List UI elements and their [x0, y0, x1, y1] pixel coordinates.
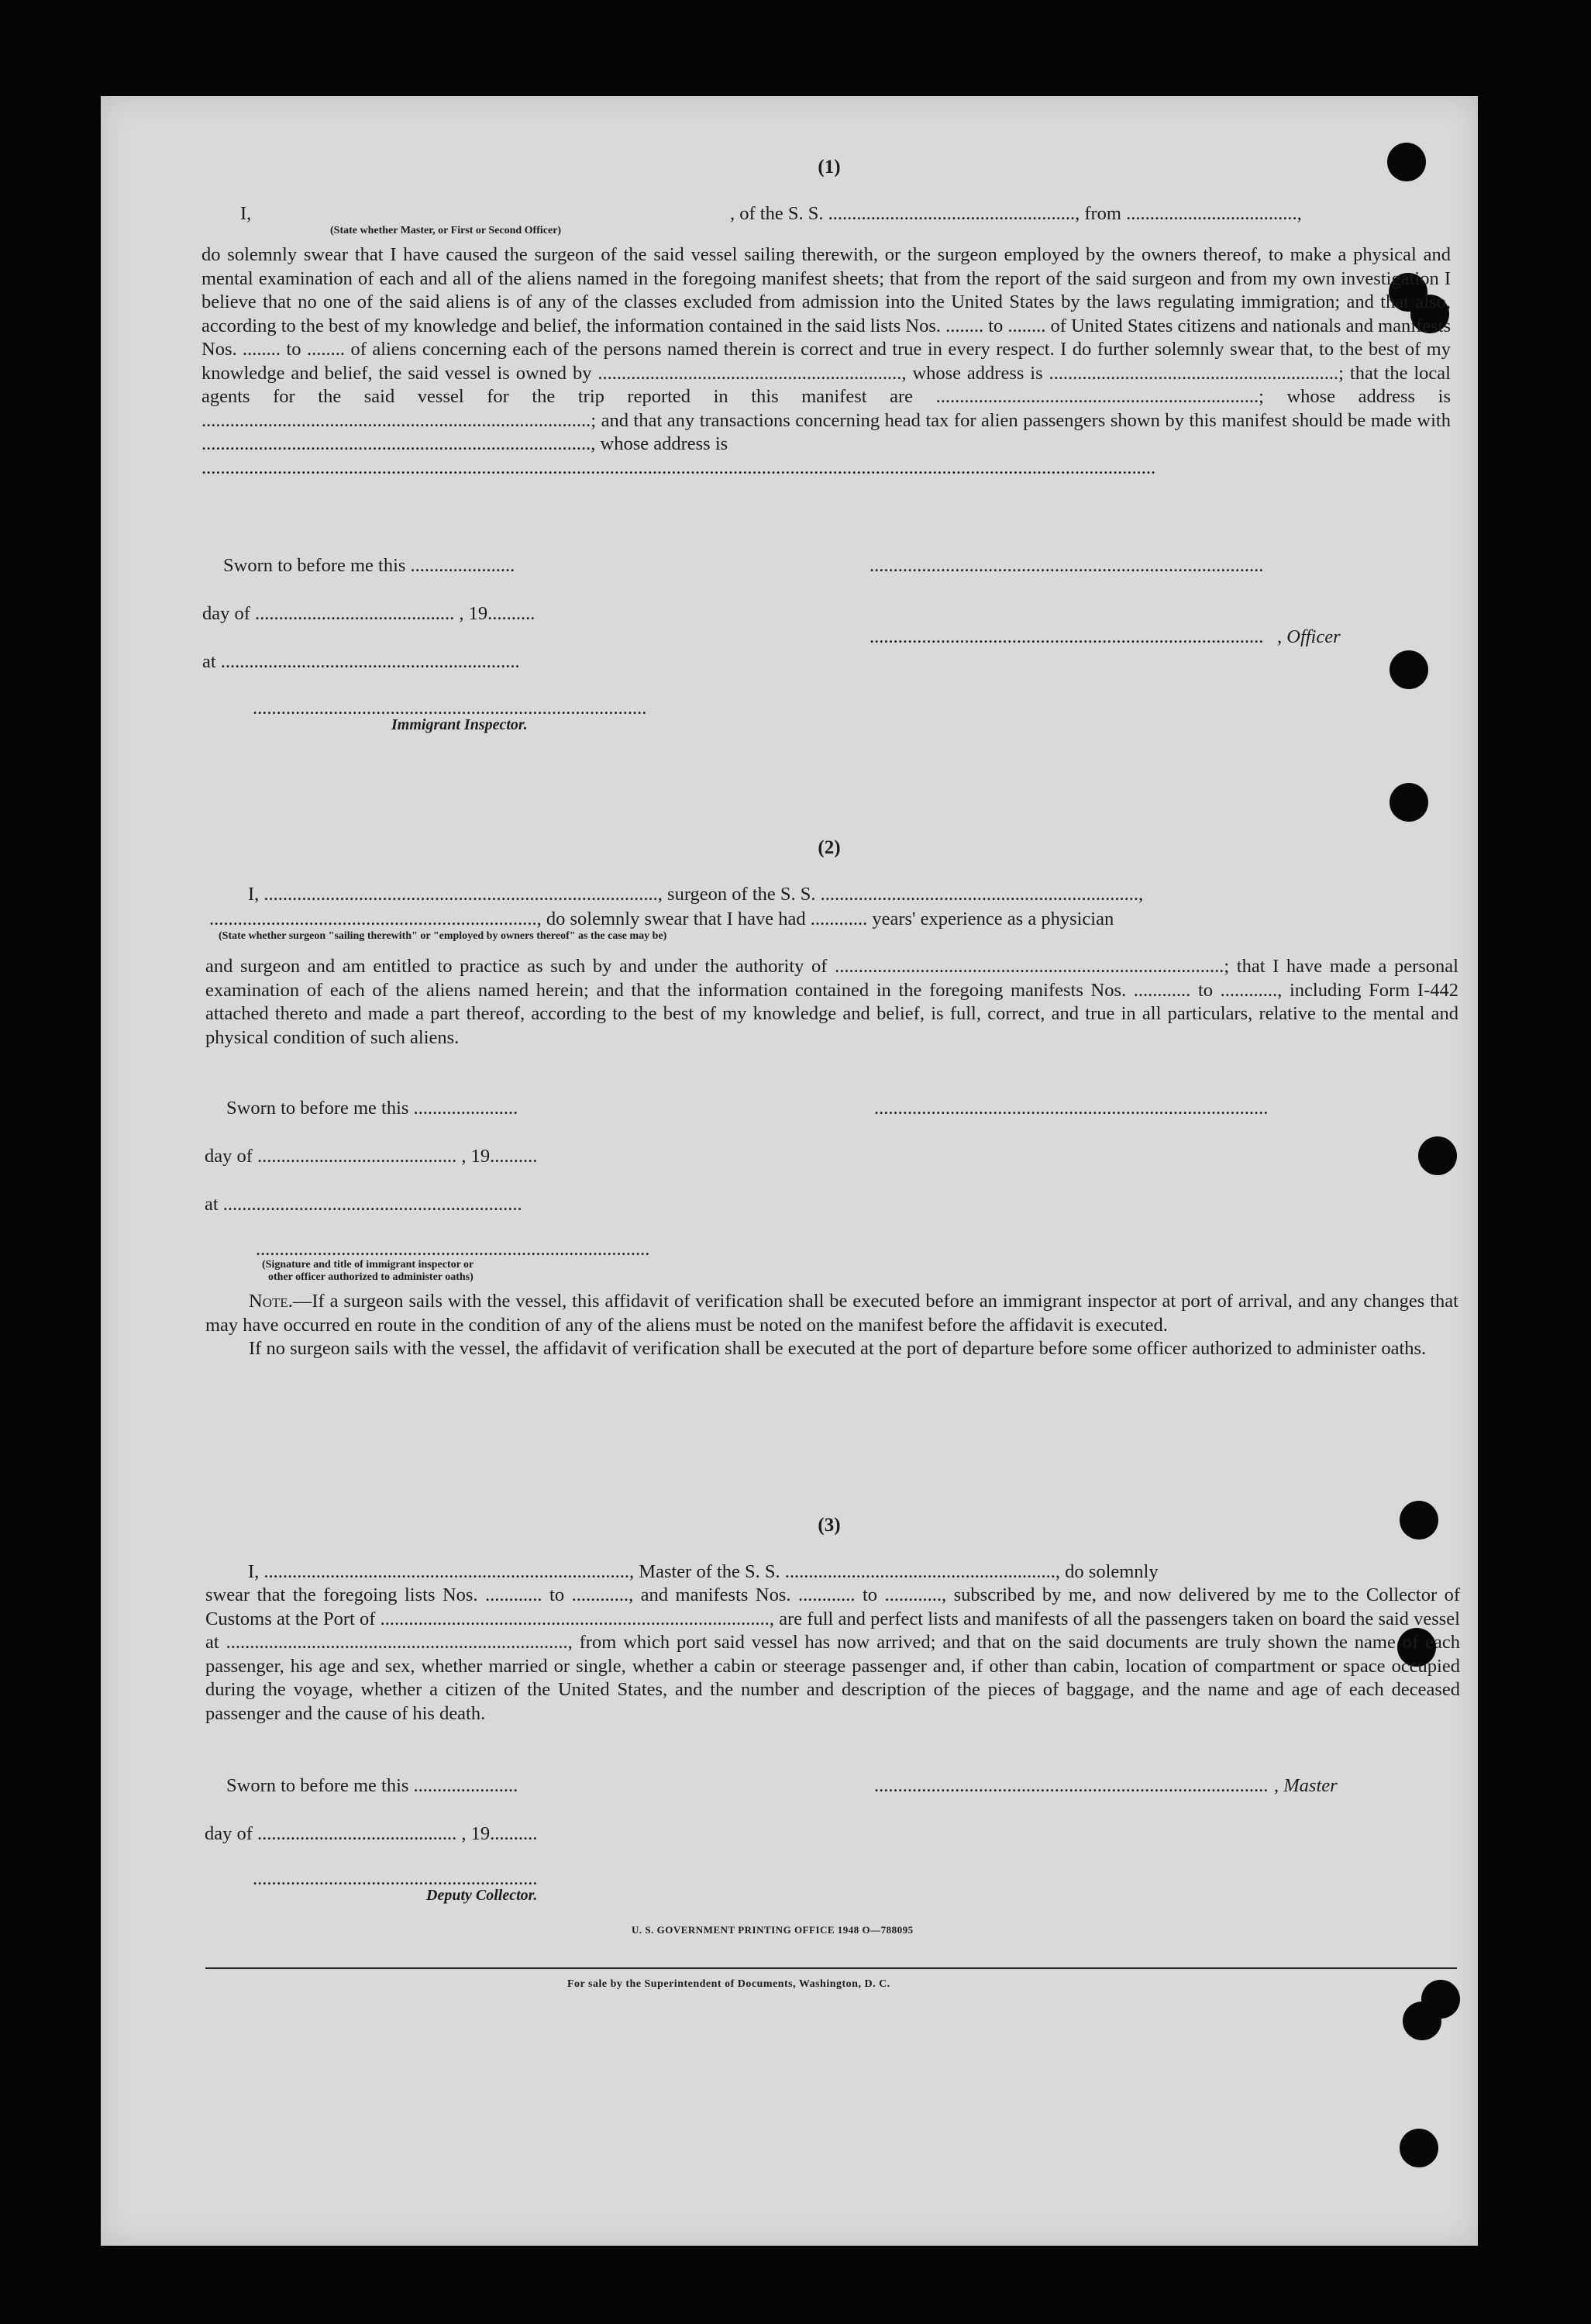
section-3-body-text: swear that the foregoing lists Nos. ............ to ............, and manifests Nos. ............ to ............, subscribed by me, and now delivered by me to the Collector of Customs at the Port of .................................................................................., are full and perfect lists and manifests of all the passengers taken on board the said vessel at ........................................................................, from which port said vessel has now arrived; and that on the said documents are truly shown the name of each passenger, his age and sex, whether married or single, whether a cabin or steerage passenger and, if other than cabin, location of compartment or space occupied during the voyage, whether a citizen of the United States, and the number and description of the pieces of baggage, and the name and age of each deceased passenger and the cause of his death. [205, 1584, 1460, 1724]
section-2-oath-body [205, 955, 1458, 1050]
section-1-opening-i: I, [240, 203, 252, 224]
section-1-opening-rest: , of the S. S. ...................................................., from ...................................., [730, 203, 1302, 224]
section-2-line-1: I, ..................................................................................., surgeon of the S. S. ..................................................................., [248, 884, 1144, 905]
officer-label: Officer [1286, 626, 1341, 647]
binder-hole-icon [1390, 783, 1428, 822]
section-2-sworn: Sworn to before me this ...................... [226, 1098, 518, 1119]
surgeon-type-note: (State whether surgeon "sailing therewith" or "employed by owners thereof" as the case may be) [219, 930, 667, 942]
binder-hole-icon [1403, 2002, 1441, 2040]
section-3-line-1: I, ............................................................................., Master of the S. S. ........................................................., do solemnly [248, 1561, 1159, 1582]
section-1-number: (1) [818, 157, 841, 178]
section-1-at: at ............................................................... [202, 651, 520, 672]
section-2-right-signature-line: ................................................................................... [874, 1098, 1269, 1119]
immigrant-inspector-label: Immigrant Inspector. [391, 716, 528, 733]
section-2-at: at ............................................................... [205, 1194, 522, 1215]
binder-hole-icon [1400, 2129, 1438, 2167]
note-paragraph-1 [205, 1290, 1458, 1337]
section-3-master-line: ................................................................................... [874, 1775, 1269, 1796]
section-2-number: (2) [818, 837, 841, 858]
section-1-sworn-signature-line: ................................................................................... [870, 555, 1264, 576]
inspector-signature-line: ................................................................................... [253, 698, 647, 719]
note-label: Note. [249, 1291, 293, 1312]
section-2-inspector-signature-line: ................................................................................... [256, 1239, 650, 1260]
deputy-collector-label: Deputy Collector. [426, 1887, 538, 1904]
section-2-note [205, 1290, 1458, 1361]
section-3-day-of: day of .......................................... , 19.......... [205, 1823, 538, 1844]
section-2-day-of: day of .......................................... , 19.......... [205, 1146, 538, 1167]
section-3-oath-body [205, 1584, 1460, 1726]
note-text-2: If no surgeon sails with the vessel, the affidavit of verification shall be executed at the port of departure before some officer authorized to administer oaths. [249, 1338, 1427, 1359]
section-1-address-line: ......................................................................................................................................................................................................... [201, 457, 1156, 478]
signature-caption-1: (Signature and title of immigrant inspector or [262, 1259, 474, 1271]
footer-rule [205, 1967, 1457, 1969]
note-text-1: —If a surgeon sails with the vessel, this affidavit of verification shall be executed before an immigrant inspector at port of arrival, and any changes that may have occurred en route in the condition of any of the aliens must be noted on the manifest before the affidavit is executed. [205, 1291, 1458, 1336]
section-2-body-text: and surgeon and am entitled to practice as such by and under the authority of ..................................................................................; that I have made a personal examination of each of the aliens named herein; and that the information contained in the foregoing manifests Nos. ............ to ............, including Form I-442 attached thereto and made a part thereof, according to the best of my knowledge and belief, is full, correct, and true in all particulars, relative to the mental and physical condition of such aliens. [205, 956, 1458, 1048]
gpo-imprint: U. S. GOVERNMENT PRINTING OFFICE 1948 O—788095 [632, 1924, 914, 1936]
manifest-back-page [101, 96, 1478, 2246]
section-1-oath-body [201, 243, 1451, 480]
binder-hole-icon [1418, 1136, 1457, 1175]
section-1-day-of: day of .......................................... , 19.......... [202, 603, 535, 624]
binder-hole-icon [1390, 650, 1428, 689]
section-1-officer-line: ................................................................................... [870, 626, 1264, 647]
section-1-sworn: Sworn to before me this ...................... [223, 555, 515, 576]
officer-label-wrap: , Officer [1277, 626, 1341, 647]
master-label: Master [1283, 1775, 1338, 1796]
signature-caption-2: other officer authorized to administer oaths) [268, 1271, 474, 1283]
officer-rank-note: (State whether Master, or First or Second Officer) [330, 225, 562, 236]
collector-signature-line: ............................................................ [253, 1868, 538, 1889]
section-3-number: (3) [818, 1515, 841, 1536]
sale-notice: For sale by the Superintendent of Documents, Washington, D. C. [567, 1978, 890, 1990]
master-label-wrap: , Master [1274, 1775, 1338, 1796]
section-3-sworn: Sworn to before me this ...................... [226, 1775, 518, 1796]
section-1-body-text: do solemnly swear that I have caused the surgeon of the said vessel sailing therewith, or the surgeon employed by the owners thereof, to make a physical and mental examination of each and all of the aliens named in the foregoing manifest sheets; that from the report of the said surgeon and from my own investigation I believe that no one of the said aliens is of any of the classes excluded from admission into the United States by the laws regulating immigration; and that also, according to the best of my knowledge and belief, the information contained in the said lists Nos. ........ to ........ of United States citizens and nationals and manifests Nos. ........ to ........ of aliens concerning each of the persons named therein is correct and true in every respect. I do further solemnly swear that, to the best of my knowledge and belief, the said vessel is owned by ................................................................, whose address is .............................................................; that the local agents for the said vessel for the trip reported in this manifest are ....................................................................; whose address is ..................................................................................; and that any transactions concerning head tax for alien passengers shown by this manifest should be made with .................................................................................., whose address is [201, 244, 1451, 454]
section-2-line-2: ....................................................................., do solemnly swear that I have had ............ years' experience as a physician [209, 909, 1114, 929]
